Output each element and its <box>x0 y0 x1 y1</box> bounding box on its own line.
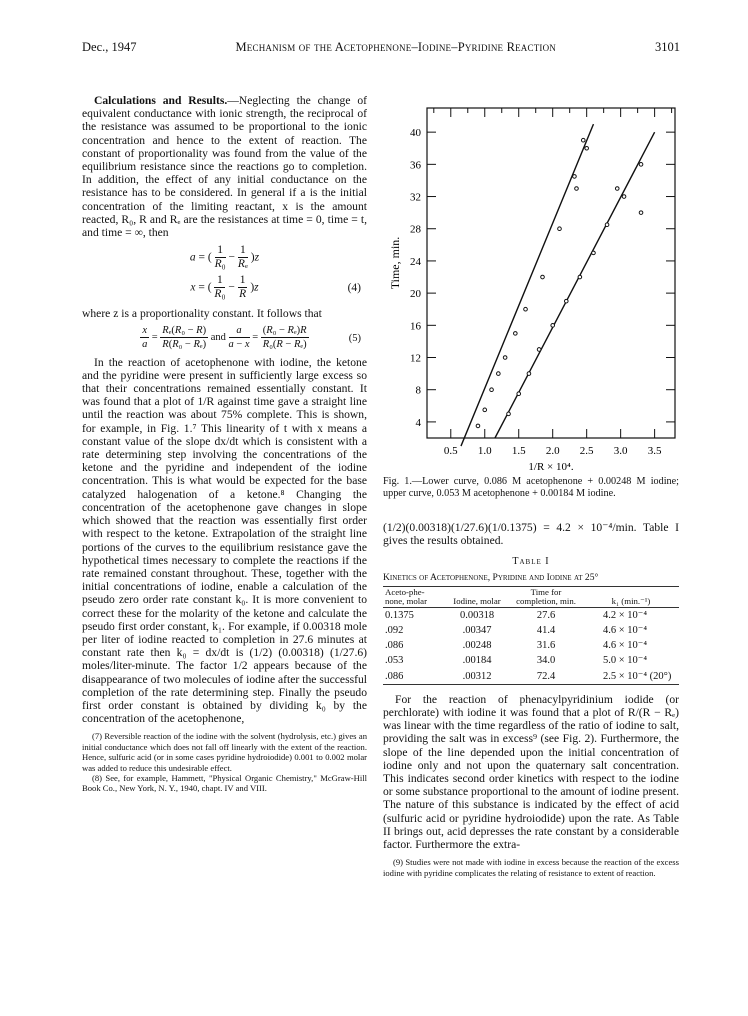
table-cell: 4.6 × 10⁻⁴ <box>603 625 647 637</box>
footnote-7: (7) Reversible reaction of the iodine with the solvent (hydrolysis, etc.) gives an initial conductance which does not fall off linearly with the extent of the reaction. Hence, sulfuric acid (or in some cases pyridine hydroiodide) 0.001 to 0.002 molar was added to reduce this undesirable effect. <box>82 731 367 773</box>
y-tick-label: 28 <box>410 223 421 236</box>
data-point <box>639 163 643 167</box>
fit-line <box>461 124 593 446</box>
footnotes-left <box>82 731 367 793</box>
section-heading: Calculations and Results. <box>94 94 228 107</box>
data-point <box>483 408 487 412</box>
data-point <box>564 299 568 303</box>
footnote-8: (8) See, for example, Hammett, "Physical Organic Chemistry," McGraw-Hill Book Co., New York, N. Y., 1940, chapt. IV and VIII. <box>82 772 367 794</box>
footnote-9: (9) Studies were not made with iodine in excess because the reaction of the excess iodine with pyridine complicates the relating of resistance to extent of reaction. <box>383 857 679 878</box>
y-tick-label: 12 <box>410 352 421 365</box>
y-axis-label: Time, min. <box>388 236 402 290</box>
table-cell: .00347 <box>462 625 492 637</box>
col-iodine: Iodine, molar <box>453 595 501 606</box>
data-point <box>527 372 531 376</box>
para1-text: —Neglecting the change of equivalent conductance with ionic strength, the reciprocal of the resistance was assumed to be proportional to the ionic concentration and hence to the extent of reaction. The constant of proportionality was found from the value of the equilibrium resistance since the reactions go to completion. In addition, the effect of any initial conductance on the resistance has to be considered. In general if a is the initial concentration of the limiting reactant, x is the amount reacted, R₀, R and Rₑ are the resistances at time = 0, time = t, and time = ∞, then <box>82 94 367 240</box>
equation-number: (5) <box>348 333 361 345</box>
data-point <box>541 275 545 279</box>
table-cell: 5.0 × 10⁻⁴ <box>603 655 647 667</box>
figure-plot <box>383 94 683 480</box>
data-point <box>558 227 562 231</box>
data-point <box>639 211 643 215</box>
table-cell: 31.6 <box>536 640 556 652</box>
calc-paragraph <box>82 94 367 239</box>
table-cell: 0.1375 <box>385 609 414 621</box>
table-cell: 4.6 × 10⁻⁴ <box>603 640 647 652</box>
table-cell: 4.2 × 10⁻⁴ <box>603 609 647 621</box>
y-tick-label: 36 <box>410 159 421 172</box>
table-row <box>383 607 679 623</box>
data-point <box>551 324 555 328</box>
table-row <box>383 623 679 638</box>
table-cell: 41.4 <box>536 625 556 637</box>
plot-frame <box>427 108 675 438</box>
y-tick-label: 8 <box>415 384 421 397</box>
table-cell: .00184 <box>462 655 492 667</box>
frac: $\frac{1}{\text{R₀}}$ <box>214 273 226 300</box>
x-tick-label: 1.0 <box>477 445 492 457</box>
table-cell: 34.0 <box>536 655 556 667</box>
col-acetophenone: Aceto-phe-none, molar <box>385 586 428 606</box>
page-number: 3101 <box>655 40 680 54</box>
table-row <box>383 669 679 685</box>
table-header-row <box>383 586 679 607</box>
data-point <box>605 223 609 227</box>
data-point <box>490 388 494 392</box>
y-tick-label: 20 <box>410 288 421 301</box>
frac: $\frac{a}{a - x}$ <box>228 325 250 351</box>
col-k1: k₁ (min.⁻¹) <box>611 595 651 606</box>
page-header <box>82 40 680 55</box>
frac: $\frac{\text{Rₑ(R₀ − R)}}{\text{R(R₀ − Rₑ)}}$ <box>162 325 207 351</box>
equation-5: $\frac{x}{a}$ = $\frac{\text{Rₑ(R₀ − R)}}{\text{R(R₀ − Rₑ)}}$ and $\frac{a}{a - x}$ = $\frac{\text{(R₀ − Rₑ)R}}{\text{R₀(R − Rₑ)}}$ (5) <box>142 325 361 351</box>
data-point <box>573 175 577 179</box>
data-point <box>622 195 626 199</box>
y-tick-label: 16 <box>410 320 421 333</box>
table-cell: 72.4 <box>536 670 556 682</box>
x-tick-label: 0.5 <box>443 445 458 457</box>
data-point <box>575 187 579 191</box>
table-cell: 27.6 <box>536 609 556 621</box>
right-column <box>383 521 679 878</box>
frac: $\frac{\text{(R₀ − Rₑ)R}}{\text{R₀(R − Rₑ)}}$ <box>262 325 307 351</box>
footnotes-right <box>383 857 679 878</box>
data-point <box>578 275 582 279</box>
table-cell: .053 <box>385 655 404 667</box>
equation-4: x = ( $\frac{1}{\text{R₀}}$ − $\frac{1}{R}$ )z (4) <box>190 273 361 300</box>
y-tick-label: 4 <box>415 416 421 429</box>
data-point <box>585 146 589 150</box>
equation-a: a = ( $\frac{1}{\text{R₀}}$ − $\frac{1}{\text{Rₑ}}$ )z <box>189 244 260 271</box>
para-cont: (1/2)(0.00318)(1/27.6)(1/0.1375) = 4.2 × 10⁻⁴/min. Table I gives the results obtained. <box>383 521 679 548</box>
para3: In the reaction of acetophenone with iodine, the ketone and the pyridine were present in sufficiently large excess so that their concentrations remained essentially constant. It was found that a plot of 1/R against time gave a straight line until the reaction was about 75% complete. This is shown, for example, in Fig. 1.⁷ This linearity of t with x means a constant value of the slope dx/dt which is consistent with a rate determining step involving the concentrations of the ketone and the pyridine and independent of the iodine concentration. This is what would be expected for the base catalyzed halogenation of a ketone.⁸ Changing the concentration of the acetophenone gave changes in slope which showed that the reaction was essentially first order with respect to the ketone. Extrapolation of the straight line portions of the curves to the equilibrium resistance gave the hypothetical times necessary to complete the reactions if the rate remained constant throughout. These, together with the initial concentrations of iodine, enable a calculation of the pseudo zero order rate constant k₀. It is more convenient to correct these for the molarity of the ketone and calculate the pseudo first order constant, k₁. For example, if 0.00318 mole per liter of iodine reacted to completion in 27.6 minutes at constant rate then k₀ = dx/dt is (1/2) (0.00318) (1/27.6) moles/liter-minute. The factor 1/2 appears because of the disappearance of two molecules of iodine after the successful completion of the rate determining step. Finally the pseudo first order constant is obtained by dividing k₀ by the concentration of the acetophenone, <box>82 355 367 726</box>
data-point <box>581 138 585 142</box>
table-cell: .092 <box>385 625 404 637</box>
left-column <box>82 94 367 794</box>
para2: where z is a proportionality constant. It follows that <box>82 307 322 321</box>
frac: $\frac{1}{R}$ <box>239 273 247 300</box>
equation-number: (4) <box>347 281 361 294</box>
header-date: Dec., 1947 <box>82 40 137 54</box>
data-point <box>514 332 518 336</box>
kinetics-table <box>383 586 679 685</box>
table-body <box>383 607 679 684</box>
data-point <box>497 372 501 376</box>
figure-caption: Fig. 1.—Lower curve, 0.086 M acetophenone + 0.00248 M iodine; upper curve, 0.053 M acetophenone + 0.00184 M iodine. <box>383 476 679 500</box>
data-point <box>517 392 521 396</box>
table-row <box>383 653 679 668</box>
table-cell: .00312 <box>462 670 492 682</box>
y-tick-label: 40 <box>410 127 421 140</box>
x-tick-label: 1.5 <box>511 445 526 457</box>
y-tick-label: 32 <box>410 191 421 204</box>
frac: $\frac{1}{\text{R₀}}$ <box>214 244 226 271</box>
data-point <box>503 356 507 360</box>
data-point <box>524 307 528 311</box>
data-point <box>476 424 480 428</box>
x-axis-label: 1/R × 10⁴. <box>528 461 574 473</box>
table-title: Kinetics of Acetophenone, Pyridine and Iodine at 25° <box>383 571 599 583</box>
table-cell: .086 <box>385 640 404 652</box>
frac: $\frac{1}{\text{Rₑ}}$ <box>237 244 248 271</box>
table-cell: 0.00318 <box>459 609 495 621</box>
running-title: Mechanism of the Acetophenone–Iodine–Pyridine Reaction <box>235 40 557 54</box>
data-point <box>537 348 541 352</box>
frac: $\frac{x}{a}$ <box>142 325 148 351</box>
table-row <box>383 638 679 653</box>
x-tick-label: 3.5 <box>647 445 662 457</box>
data-point <box>592 251 596 255</box>
para4: For the reaction of phenacylpyridinium iodide (or perchlorate) with iodine it was found that a plot of R/(R − Rₑ) was linear with the time regardless of the ratio of iodine to salt, providing the salt was in excess⁹ (see Fig. 2). Furthermore, the slope of the line depended upon the initial concentration of iodine only and not upon the quaternary salt concentration. This indicates second order kinetics with respect to the iodine or some substance proportional to the amount of iodine present. The nature of this substance is indicated by the effect of acid (sulfuric acid or pyridine hydroiodide) upon the rate. As Table II brings out, acid depresses the rate constant by a considerable factor. Furthermore the extra- <box>383 692 679 852</box>
col-time: Time for completion, min. <box>516 586 576 606</box>
y-tick-label: 24 <box>410 255 421 268</box>
table-cell: 2.5 × 10⁻⁴ (20°) <box>603 670 672 682</box>
data-point <box>615 187 619 191</box>
table-cell: .00248 <box>462 640 492 652</box>
x-tick-label: 2.0 <box>545 445 560 457</box>
x-tick-label: 2.5 <box>579 445 594 457</box>
table-label: Table I <box>512 556 550 568</box>
figure-1 <box>383 94 683 480</box>
data-point <box>507 412 511 416</box>
x-tick-label: 3.0 <box>613 445 628 457</box>
table-cell: .086 <box>385 670 404 682</box>
